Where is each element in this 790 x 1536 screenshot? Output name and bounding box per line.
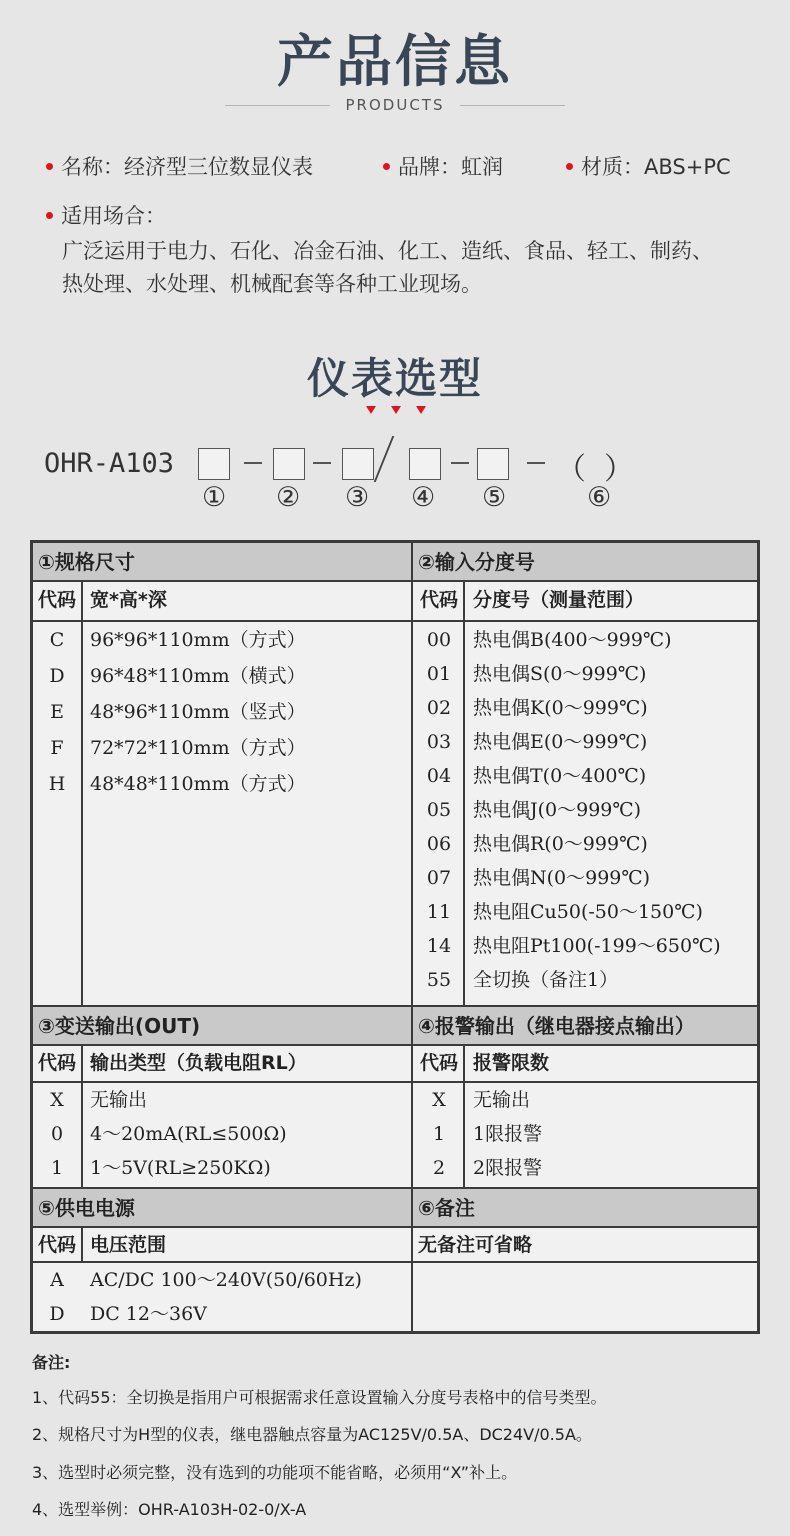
grid-line xyxy=(81,1044,83,1187)
sec2-desc: 全切换（备注1） xyxy=(473,969,619,991)
sec1-code-header: 代码 xyxy=(37,589,76,611)
sec1-code: C xyxy=(49,629,65,651)
code-box-1 xyxy=(198,448,230,480)
sec2-desc: 热电偶J(0～999℃) xyxy=(473,799,642,821)
sec2-desc: 热电偶E(0～999℃) xyxy=(473,731,648,753)
sec1-code: H xyxy=(48,773,66,795)
selection-title: 仪表选型 xyxy=(306,354,483,403)
sec3-code-header: 代码 xyxy=(37,1052,76,1074)
selection-table xyxy=(30,540,760,1334)
sec2-code: 06 xyxy=(426,833,452,855)
sec2-desc: 热电阻Pt100(-199～650℃) xyxy=(473,935,721,957)
sec3-code: 0 xyxy=(50,1123,64,1145)
divider xyxy=(460,105,565,106)
note-item: 1、代码55：全切换是指用户可根据需求任意设置输入分度号表格中的信号类型。 xyxy=(32,1388,607,1407)
sec3-desc: 4～20mA(RL≤500Ω) xyxy=(90,1123,287,1145)
position-number-5: ⑤ xyxy=(482,482,507,513)
note-item: 2、规格尺寸为H型的仪表，继电器触点容量为AC125V/0.5A、DC24V/0.5A。 xyxy=(32,1425,592,1444)
page-title: 产品信息 xyxy=(277,30,513,95)
sec2-code: 11 xyxy=(426,901,452,923)
sec3-desc: 无输出 xyxy=(90,1089,148,1111)
sec2-code: 01 xyxy=(426,663,452,685)
sec1-code: E xyxy=(50,701,64,723)
triangle-icon xyxy=(366,406,376,414)
sec2-code-header: 代码 xyxy=(419,589,458,611)
bullet-icon xyxy=(46,212,53,219)
sec4-header: ④报警输出（继电器接点输出） xyxy=(413,1007,757,1044)
sec5-code: D xyxy=(49,1303,65,1325)
grid-line xyxy=(33,1005,757,1007)
sec1-desc: 96*96*110mm（方式） xyxy=(90,629,306,651)
sec1-desc: 72*72*110mm（方式） xyxy=(90,737,306,759)
sec4-desc: 1限报警 xyxy=(473,1123,543,1145)
sec2-code: 03 xyxy=(426,731,452,753)
grid-line xyxy=(33,620,757,622)
code-box-5 xyxy=(477,448,509,480)
note-item: 4、选型举例：OHR-A103H-02-0/X-A xyxy=(32,1500,307,1519)
dash xyxy=(451,462,469,464)
sec2-desc: 热电偶T(0～400℃) xyxy=(473,765,647,787)
code-box-3 xyxy=(342,448,374,480)
sec5-header: ⑤供电电源 xyxy=(33,1189,411,1226)
sec4-code: X xyxy=(432,1089,446,1111)
sec3-desc-header: 输出类型（负载电阻RL） xyxy=(90,1052,307,1074)
sec2-code: 14 xyxy=(426,935,452,957)
sec2-desc: 热电偶B(400～999℃) xyxy=(473,629,672,651)
subtitle-row xyxy=(0,96,790,116)
sec2-desc: 热电偶S(0～999℃) xyxy=(473,663,647,685)
sec3-header: ③变送输出(OUT) xyxy=(33,1007,411,1044)
close-paren: ） xyxy=(604,452,634,487)
grid-line xyxy=(81,1226,83,1261)
grid-line xyxy=(411,543,413,1331)
bullet-icon xyxy=(566,163,573,170)
bullet-icon xyxy=(383,163,390,170)
position-number-6: ⑥ xyxy=(587,482,612,513)
subtitle: PRODUCTS xyxy=(345,96,445,114)
info-usage-line2: 热处理、水处理、机械配套等各种工业现场。 xyxy=(62,272,482,296)
sec4-desc: 无输出 xyxy=(473,1089,531,1111)
position-number-4: ④ xyxy=(411,482,436,513)
sec2-desc: 热电偶K(0～999℃) xyxy=(473,697,648,719)
sec2-desc: 热电偶R(0～999℃) xyxy=(473,833,648,855)
sec5-desc: AC/DC 100～240V(50/60Hz) xyxy=(90,1269,362,1291)
sec1-desc: 96*48*110mm（横式） xyxy=(90,665,306,687)
sec2-code: 02 xyxy=(426,697,452,719)
grid-line xyxy=(33,580,757,582)
position-number-1: ① xyxy=(202,482,227,513)
sec1-desc: 48*96*110mm（竖式） xyxy=(90,701,306,723)
info-usage-line1: 广泛运用于电力、石化、冶金石油、化工、造纸、食品、轻工、制药、 xyxy=(62,239,713,263)
dash xyxy=(244,462,262,464)
sec3-desc: 1～5V(RL≥250KΩ) xyxy=(90,1157,271,1179)
sec1-desc: 48*48*110mm（方式） xyxy=(90,773,306,795)
sec6-header: ⑥备注 xyxy=(413,1189,757,1226)
sec1-code: F xyxy=(50,737,64,759)
sec1-header: ①规格尺寸 xyxy=(33,543,411,580)
sec2-code: 07 xyxy=(426,867,452,889)
bullet-icon xyxy=(46,163,53,170)
code-box-4 xyxy=(409,448,441,480)
sec4-code-header: 代码 xyxy=(419,1052,458,1074)
model-prefix: OHR-A103 xyxy=(44,448,175,479)
slash xyxy=(374,436,395,482)
grid-line xyxy=(81,580,83,1005)
sec2-code: 00 xyxy=(426,629,452,651)
grid-line xyxy=(463,1044,465,1187)
sec5-desc-header: 电压范围 xyxy=(90,1234,167,1256)
info-material: 材质：ABS+PC xyxy=(566,151,731,181)
dash xyxy=(527,462,545,464)
sec1-desc-header: 宽*高*深 xyxy=(90,589,167,611)
sec2-desc: 热电偶N(0～999℃) xyxy=(473,867,651,889)
code-box-2 xyxy=(273,448,305,480)
sec3-code: 1 xyxy=(50,1157,64,1179)
notes-title: 备注: xyxy=(32,1353,71,1372)
position-number-3: ③ xyxy=(345,482,370,513)
info-usage-label: 适用场合： xyxy=(46,200,166,230)
sec3-code: X xyxy=(50,1089,64,1111)
info-brand: 品牌：虹润 xyxy=(383,151,503,181)
sec2-desc-header: 分度号（测量范围） xyxy=(473,589,645,611)
sec2-code: 55 xyxy=(426,969,452,991)
sec4-code: 2 xyxy=(432,1157,446,1179)
sec1-code: D xyxy=(49,665,65,687)
open-paren: （ xyxy=(556,452,586,487)
sec4-code: 1 xyxy=(432,1123,446,1145)
sec4-desc-header: 报警限数 xyxy=(473,1052,550,1074)
sec4-desc: 2限报警 xyxy=(473,1157,543,1179)
dash xyxy=(313,462,331,464)
sec2-code: 05 xyxy=(426,799,452,821)
sec2-desc: 热电阻Cu50(-50～150℃) xyxy=(473,901,703,923)
triangle-icon xyxy=(416,406,426,414)
note-item: 3、选型时必须完整，没有选到的功能项不能省略，必须用“X”补上。 xyxy=(32,1463,518,1482)
grid-line xyxy=(33,1187,757,1189)
sec2-header: ②输入分度号 xyxy=(413,543,757,580)
sec2-code: 04 xyxy=(426,765,452,787)
sec5-code-header: 代码 xyxy=(37,1234,76,1256)
sec5-code: A xyxy=(50,1269,64,1291)
info-name: 名称：经济型三位数显仪表 xyxy=(46,151,313,181)
sec6-text: 无备注可省略 xyxy=(418,1234,533,1256)
position-number-2: ② xyxy=(276,482,301,513)
sec5-desc: DC 12～36V xyxy=(90,1303,207,1325)
grid-line xyxy=(463,580,465,1005)
triangle-icon xyxy=(391,406,401,414)
